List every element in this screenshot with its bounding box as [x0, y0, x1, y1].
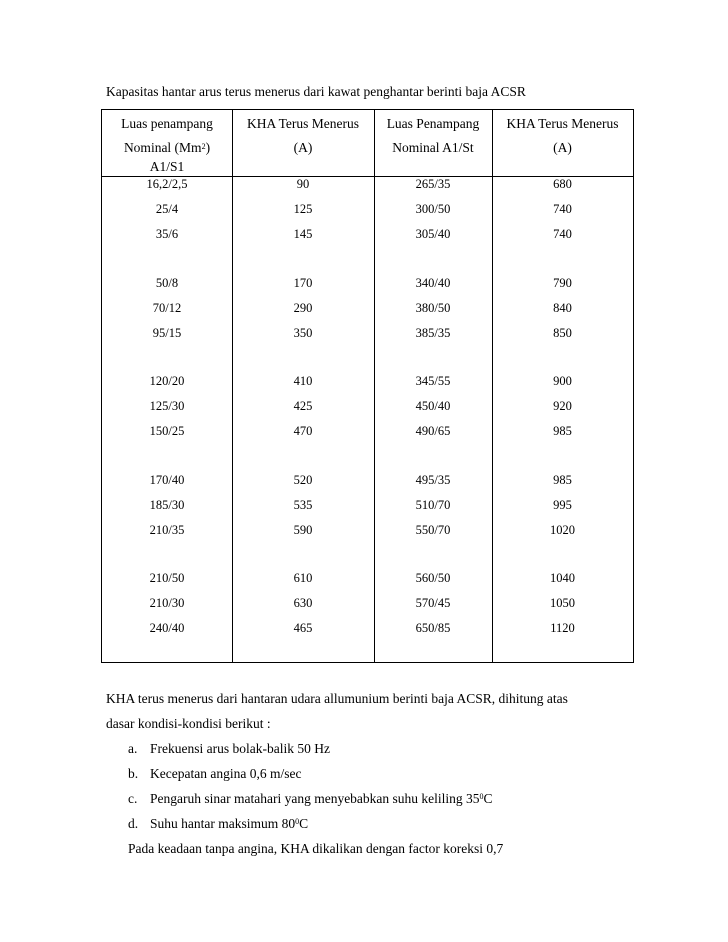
- header-cross-section-al-st: [374, 112, 492, 160]
- list-item: [106, 786, 666, 811]
- table-cell: 900: [553, 374, 572, 388]
- table-cell: 265/35: [415, 177, 451, 191]
- table-cell: 1120: [550, 621, 575, 635]
- table-cell: 210/30: [149, 596, 185, 610]
- notes-final: Pada keadaan tanpa angina, KHA dikalikan dengan factor koreksi 0,7: [128, 841, 504, 856]
- table-cell: 740: [553, 227, 572, 241]
- header-line: [102, 136, 232, 160]
- table-cell: 570/45: [415, 596, 451, 610]
- table-cell: 490/65: [415, 424, 451, 438]
- table-cell: 520: [293, 472, 313, 487]
- header-kha-2: [492, 112, 633, 160]
- table-cell: 380/50: [415, 300, 451, 315]
- table-cell: 410: [293, 374, 313, 388]
- superscript: 0: [295, 817, 300, 826]
- kha-table: [101, 109, 634, 663]
- table-cell: 510/70: [415, 497, 451, 512]
- table-cell: 35/6: [155, 227, 179, 241]
- table-cell: 340/40: [415, 275, 451, 290]
- table-cell: 120/20: [149, 374, 185, 388]
- header-line: (A): [293, 140, 313, 155]
- list-marker: c.: [128, 791, 138, 806]
- table-cell: 345/55: [415, 374, 451, 388]
- table-cell: 495/35: [415, 472, 451, 487]
- list-text: Suhu hantar maksimum 80: [150, 816, 296, 831]
- table-cell: 90: [296, 177, 310, 191]
- table-cell: 1050: [550, 596, 575, 610]
- table-cell: 150/25: [149, 424, 185, 438]
- table-cell: 240/40: [149, 621, 185, 635]
- table-cell: 1020: [550, 522, 575, 537]
- table-cell: 210/35: [149, 522, 185, 537]
- table-cell: 170/40: [149, 472, 185, 487]
- table-cell: 920: [553, 399, 572, 413]
- list-text: Pengaruh sinar matahari yang menyebabkan suhu keliling 35: [150, 791, 480, 806]
- table-cell: 25/4: [155, 202, 179, 216]
- header-cross-section-al-s: [102, 112, 232, 174]
- header-line: Nominal A1/St: [392, 140, 474, 155]
- table-cell: 50/8: [155, 275, 179, 290]
- notes-intro-line: dasar kondisi-kondisi berikut :: [106, 716, 271, 731]
- superscript: 0: [479, 792, 484, 801]
- list-text: C: [483, 791, 493, 806]
- list-marker: b.: [128, 766, 139, 781]
- header-line: Luas Penampang: [386, 116, 480, 131]
- table-cell: 425: [293, 399, 313, 413]
- table-cell: 840: [553, 300, 572, 315]
- table-cell: 995: [553, 497, 572, 512]
- list-text: C: [299, 816, 309, 831]
- table-cell: 185/30: [149, 497, 185, 512]
- table-cell: 985: [553, 472, 572, 487]
- table-cell: 125/30: [149, 399, 185, 413]
- table-cell: 300/50: [415, 202, 451, 216]
- table-cell: 470: [293, 424, 313, 438]
- header-text: Nominal (Mm: [123, 140, 202, 155]
- list-item: [106, 811, 666, 836]
- table-cell: 290: [293, 300, 313, 315]
- table-cell: 550/70: [415, 522, 451, 537]
- list-item: [106, 736, 666, 761]
- list-text: Kecepatan angina 0,6 m/sec: [150, 766, 302, 781]
- list-marker: a.: [128, 741, 138, 756]
- table-cell: 985: [553, 424, 572, 438]
- table-cell: 70/12: [152, 300, 182, 315]
- table-cell: 560/50: [415, 571, 451, 585]
- table-cell: 350: [293, 325, 313, 340]
- header-line: KHA Terus Menerus: [506, 116, 619, 131]
- conditions-list: [106, 736, 666, 836]
- table-cell: 1040: [550, 571, 575, 585]
- table-cell: 790: [553, 275, 572, 290]
- table-cell: 145: [293, 227, 313, 241]
- table-cell: 535: [293, 497, 313, 512]
- header-kha-1: [232, 112, 374, 160]
- table-caption: Kapasitas hantar arus terus menerus dari kawat penghantar berinti baja ACSR: [106, 84, 526, 99]
- header-line: Luas penampang: [121, 116, 213, 131]
- table-cell: 680: [553, 177, 572, 191]
- list-item: [106, 761, 666, 786]
- table-cell: 465: [293, 621, 313, 635]
- table-cell: 740: [553, 202, 572, 216]
- table-cell: 610: [293, 571, 313, 585]
- notes-section: [106, 686, 666, 861]
- table-cell: 210/50: [149, 571, 185, 585]
- table-cell: 16,2/2,5: [146, 177, 188, 191]
- table-cell: 630: [293, 596, 313, 610]
- superscript: 2: [201, 142, 206, 151]
- table-cell: 385/35: [415, 325, 451, 340]
- table-cell: 95/15: [152, 325, 182, 340]
- header-line: A1/S1: [149, 159, 185, 174]
- list-marker: d.: [128, 816, 139, 831]
- table-cell: 305/40: [415, 227, 451, 241]
- header-text: ): [205, 140, 211, 155]
- table-cell: 125: [293, 202, 313, 216]
- table-cell: 850: [553, 325, 572, 340]
- header-line: (A): [553, 140, 572, 155]
- header-line: KHA Terus Menerus: [246, 116, 360, 131]
- table-cell: 650/85: [415, 621, 451, 635]
- table-cell: 450/40: [415, 399, 451, 413]
- table-cell: 590: [293, 522, 313, 537]
- list-text: Frekuensi arus bolak-balik 50 Hz: [150, 741, 330, 756]
- table-cell: 170: [293, 275, 313, 290]
- notes-intro-line: KHA terus menerus dari hantaran udara allumunium berinti baja ACSR, dihitung atas: [106, 691, 568, 706]
